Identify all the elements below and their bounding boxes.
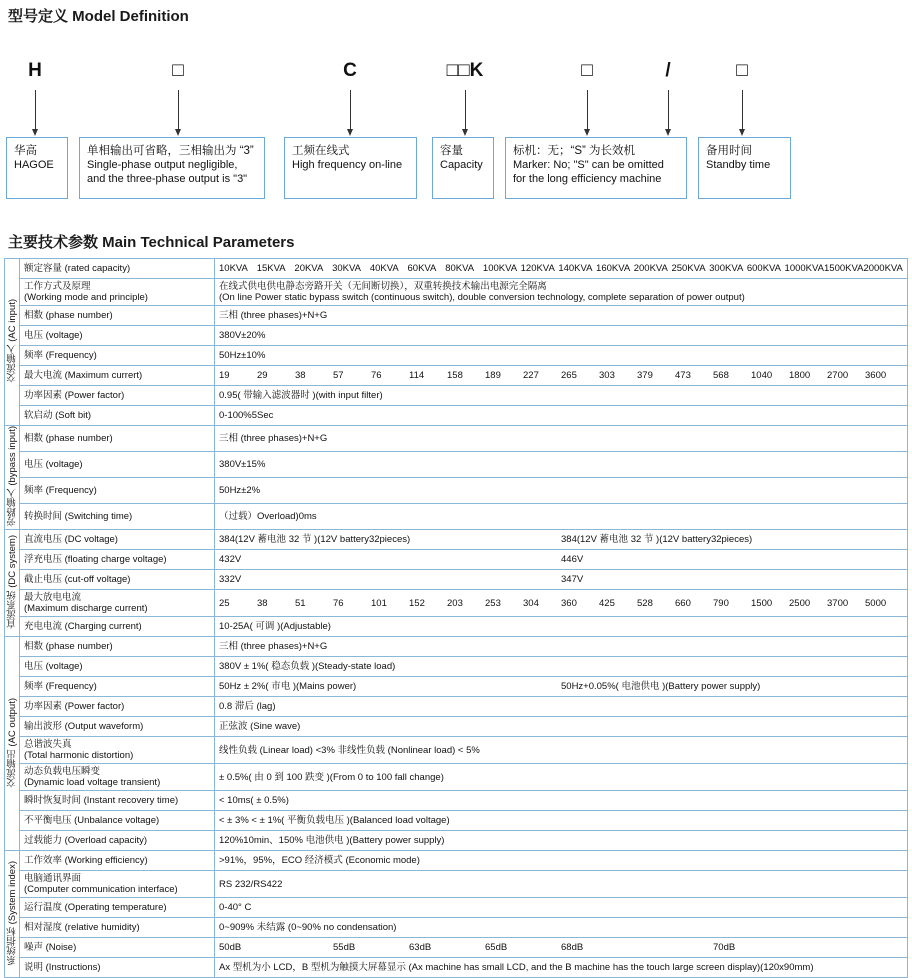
table-row xyxy=(5,737,908,764)
table-row xyxy=(5,366,908,386)
value-cell: 203 xyxy=(447,597,463,609)
value-cell: 19 xyxy=(219,370,230,381)
model-desc-en2-5: for the long efficiency machine xyxy=(513,173,662,185)
table-row xyxy=(5,811,908,831)
value-cell: 63dB xyxy=(409,942,432,954)
row-value: 三相 (three phases)+N+G xyxy=(215,306,908,326)
row-value xyxy=(215,590,908,617)
table-row xyxy=(5,452,908,478)
table-row xyxy=(5,570,908,590)
row-value xyxy=(215,530,908,550)
value-cell-group xyxy=(219,370,903,381)
row-value: RS 232/RS422 xyxy=(215,871,908,898)
row-value: 120%10min、150% 电池供电 )(Battery power supply) xyxy=(215,831,908,851)
arrow-icon-5 xyxy=(587,90,588,130)
row-label: 最大电流 (Maximum currert) xyxy=(20,366,215,386)
value-cell: 15KVA xyxy=(256,263,286,274)
model-symbol-3: C xyxy=(343,60,357,81)
row-label xyxy=(20,590,215,617)
row-label: 转换时间 (Switching time) xyxy=(20,504,215,530)
table-row xyxy=(5,831,908,851)
group-side-label xyxy=(5,851,20,978)
model-desc-box-4 xyxy=(432,137,494,199)
table-row xyxy=(5,326,908,346)
table-row xyxy=(5,791,908,811)
value-cell: 100KVA xyxy=(482,263,518,274)
value-cell: 200KVA xyxy=(633,263,668,274)
value-cell: 140KVA xyxy=(558,263,593,274)
row-value: 0.95( 带输入滤波器时 )(with input filter) xyxy=(215,386,908,406)
value-cell-group xyxy=(219,263,903,274)
value-cell: 227 xyxy=(523,370,539,381)
model-symbol-2: □ xyxy=(172,60,184,81)
value-cell: 2700 xyxy=(827,370,849,381)
value-cell: 379 xyxy=(637,370,653,381)
row-value: 三相 (three phases)+N+G xyxy=(215,637,908,657)
value-cell: 29 xyxy=(257,370,268,381)
row-label xyxy=(20,737,215,764)
parameters-table-body xyxy=(5,259,908,978)
row-label-cn: 电脑通讯界面 xyxy=(24,873,82,885)
value-cell: 76 xyxy=(371,370,382,381)
row-label: 浮充电压 (floating charge voltage) xyxy=(20,550,215,570)
value-cell: 1500 xyxy=(751,597,773,609)
row-label: 功率因素 (Power factor) xyxy=(20,386,215,406)
value-cell-group xyxy=(219,534,903,545)
table-row xyxy=(5,306,908,326)
value-cell: 189 xyxy=(485,370,501,381)
row-value xyxy=(215,938,908,958)
arrow-icon-7 xyxy=(742,90,743,130)
main-technical-parameters-title: 主要技术参数 Main Technical Parameters xyxy=(8,234,295,251)
table-row xyxy=(5,259,908,279)
model-desc-en-5: Marker: No; "S" can be omitted xyxy=(513,159,664,171)
value-cell: 3700 xyxy=(827,597,849,609)
value-cell: 1500KVA xyxy=(824,263,864,274)
value-cell: 528 xyxy=(637,597,653,609)
value-cell-left: 384(12V 蓄电池 32 节 )(12V battery32pieces) xyxy=(219,534,411,546)
model-desc-box-5 xyxy=(505,137,687,199)
model-desc-en-3: High frequency on-line xyxy=(292,159,403,171)
model-symbol-7: □ xyxy=(736,60,748,81)
row-value: 380V±20% xyxy=(215,326,908,346)
value-cell: 38 xyxy=(257,597,268,609)
model-symbol-6: / xyxy=(665,60,671,81)
row-label: 不平衡电压 (Unbalance voltage) xyxy=(20,811,215,831)
row-value xyxy=(215,570,908,590)
row-label: 相数 (phase number) xyxy=(20,306,215,326)
value-cell: 38 xyxy=(295,370,306,381)
model-desc-en-2: Single-phase output negligible, xyxy=(87,159,238,171)
value-cell: 303 xyxy=(599,370,615,381)
value-cell: 25 xyxy=(219,597,230,609)
model-desc-cn-3: 工频在线式 xyxy=(292,145,350,157)
table-row xyxy=(5,717,908,737)
row-label: 瞬时恢复时间 (Instant recovery time) xyxy=(20,791,215,811)
table-row xyxy=(5,617,908,637)
table-row xyxy=(5,406,908,426)
model-desc-en-1: HAGOE xyxy=(14,159,54,171)
model-desc-box-1 xyxy=(6,137,68,199)
table-row xyxy=(5,851,908,871)
table-row xyxy=(5,677,908,697)
value-cell: 152 xyxy=(409,597,425,609)
table-row xyxy=(5,637,908,657)
row-value xyxy=(215,677,908,697)
model-desc-box-6 xyxy=(698,137,791,199)
row-label-en: (Maximum discharge current) xyxy=(24,603,148,615)
table-row xyxy=(5,871,908,898)
value-cell: 425 xyxy=(599,597,615,609)
arrow-icon-2 xyxy=(178,90,179,130)
value-cell-group xyxy=(219,598,903,609)
row-label-cn: 工作方式及原理 xyxy=(24,281,91,292)
value-cell-left: 432V xyxy=(219,554,242,566)
value-cell: 473 xyxy=(675,370,691,381)
row-label: 运行温度 (Operating temperature) xyxy=(20,898,215,918)
row-label-cn: 总谐波失真 xyxy=(24,739,72,751)
value-line-en: (On line Power static bypass switch (continuous switch), double conversion technology, complete separation of power output) xyxy=(219,292,745,303)
value-cell: 30KVA xyxy=(332,263,361,274)
value-cell-right: 50Hz+0.05%( 电池供电 )(Battery power supply) xyxy=(561,681,761,693)
row-label: 频率 (Frequency) xyxy=(20,677,215,697)
model-desc-en-6: Standby time xyxy=(706,159,771,171)
row-value: ± 0.5%( 由 0 到 100 跌变 )(From 0 to 100 fall change) xyxy=(215,764,908,791)
value-cell: 158 xyxy=(447,370,463,381)
model-desc-en2-2: and the three-phase output is "3" xyxy=(87,173,248,185)
value-cell: 300KVA xyxy=(709,263,744,274)
value-cell: 20KVA xyxy=(294,263,324,274)
row-label: 直流电压 (DC voltage) xyxy=(20,530,215,550)
row-label: 充电电流 (Charging current) xyxy=(20,617,215,637)
row-label: 相数 (phase number) xyxy=(20,637,215,657)
row-label: 额定容量 (rated capacity) xyxy=(20,259,215,279)
value-cell: 68dB xyxy=(561,942,584,954)
arrow-icon-6 xyxy=(668,90,669,130)
row-label-en: (Computer communication interface) xyxy=(24,884,178,896)
model-symbol-row xyxy=(0,40,912,81)
row-value: 10-25A( 可调 )(Adjustable) xyxy=(215,617,908,637)
value-cell: 76 xyxy=(333,597,344,609)
row-value: 50Hz±10% xyxy=(215,346,908,366)
table-row xyxy=(5,764,908,791)
table-row xyxy=(5,918,908,938)
table-row xyxy=(5,279,908,306)
table-row xyxy=(5,590,908,617)
row-label-en: (Total harmonic distortion) xyxy=(24,750,134,762)
value-cell: 568 xyxy=(713,370,729,381)
row-label-en: (Working mode and principle) xyxy=(24,292,148,303)
row-label: 输出波形 (Output waveform) xyxy=(20,717,215,737)
row-value: 0-40° C xyxy=(215,898,908,918)
model-desc-box-2 xyxy=(79,137,265,199)
row-label: 功率因素 (Power factor) xyxy=(20,697,215,717)
table-row xyxy=(5,478,908,504)
value-cell: 5000 xyxy=(865,597,887,609)
row-value: （过载）Overload)0ms xyxy=(215,504,908,530)
row-value: 正弦波 (Sine wave) xyxy=(215,717,908,737)
value-cell: 50dB xyxy=(219,942,242,954)
table-row xyxy=(5,346,908,366)
value-cell: 660 xyxy=(675,597,691,609)
row-label xyxy=(20,764,215,791)
row-label: 噪声 (Noise) xyxy=(20,938,215,958)
row-value: 50Hz±2% xyxy=(215,478,908,504)
value-cell: 250KVA xyxy=(671,263,706,274)
value-cell: 10KVA xyxy=(219,263,248,274)
value-cell: 40KVA xyxy=(369,263,399,274)
value-cell: 360 xyxy=(561,597,577,609)
row-value: 0.8 滞后 (lag) xyxy=(215,697,908,717)
value-cell: 253 xyxy=(485,597,501,609)
group-side-label xyxy=(5,530,20,637)
group-side-label-text: 旁路输入 (bypass input) xyxy=(6,426,18,527)
group-side-label-text: 交流输出 (AC output) xyxy=(6,697,18,787)
table-row xyxy=(5,657,908,677)
row-label-en: (Dynamic load voltage transient) xyxy=(24,777,161,789)
table-row xyxy=(5,386,908,406)
table-row xyxy=(5,504,908,530)
value-cell: 2000KVA xyxy=(863,263,903,274)
row-value: >91%，95%，ECO 经济模式 (Economic mode) xyxy=(215,851,908,871)
model-desc-cn-1: 华高 xyxy=(14,145,37,157)
row-label xyxy=(20,279,215,306)
table-row xyxy=(5,958,908,978)
row-label: 频率 (Frequency) xyxy=(20,478,215,504)
row-value: < 10ms( ± 0.5%) xyxy=(215,791,908,811)
model-symbol-4: □□K xyxy=(446,60,484,81)
row-value: 线性负载 (Linear load) <3% 非线性负载 (Nonlinear load) < 5% xyxy=(215,737,908,764)
value-cell-right: 347V xyxy=(561,574,584,586)
value-cell: 1040 xyxy=(751,370,773,381)
parameters-table xyxy=(4,258,908,978)
value-cell-left: 50Hz ± 2%( 市电 )(Mains power) xyxy=(219,681,357,693)
table-row xyxy=(5,426,908,452)
row-value xyxy=(215,366,908,386)
model-definition-diagram xyxy=(0,40,912,220)
value-cell: 1800 xyxy=(789,370,811,381)
row-value: 三相 (three phases)+N+G xyxy=(215,426,908,452)
value-cell: 2500 xyxy=(789,597,811,609)
value-cell: 101 xyxy=(371,597,387,609)
row-value: 380V ± 1%( 稳态负载 )(Steady-state load) xyxy=(215,657,908,677)
value-cell-group xyxy=(219,942,903,953)
row-label: 相数 (phase number) xyxy=(20,426,215,452)
value-cell: 57 xyxy=(333,370,344,381)
model-desc-box-3 xyxy=(284,137,417,199)
model-desc-cn-5: 标机：无；“S” 为长效机 xyxy=(513,145,636,157)
value-cell-group xyxy=(219,574,903,585)
value-cell: 65dB xyxy=(485,942,508,954)
value-cell: 3600 xyxy=(865,370,887,381)
row-label: 截止电压 (cut-off voltage) xyxy=(20,570,215,590)
model-definition-title: 型号定义 Model Definition xyxy=(8,8,189,25)
value-cell: 304 xyxy=(523,597,539,609)
row-label xyxy=(20,871,215,898)
group-side-label xyxy=(5,637,20,851)
value-cell: 60KVA xyxy=(407,263,437,274)
row-label: 说明 (Instructions) xyxy=(20,958,215,978)
row-value: < ± 3% < ± 1%( 平衡负载电压 )(Balanced load voltage) xyxy=(215,811,908,831)
value-cell-right: 446V xyxy=(561,554,584,566)
value-line-cn: 在线式供电供电静态旁路开关（无间断切换），双重转换技术输出电源完全隔离 xyxy=(219,281,547,292)
value-cell: 70dB xyxy=(713,942,736,954)
model-symbol-1: H xyxy=(28,60,42,81)
row-value xyxy=(215,279,908,306)
group-side-label xyxy=(5,259,20,426)
group-side-label-text: 系统指标 (System index) xyxy=(6,860,18,965)
model-symbol-5: □ xyxy=(581,60,593,81)
row-value: 380V±15% xyxy=(215,452,908,478)
value-cell-group xyxy=(219,681,903,692)
group-side-label-text: 交流输入 (AC input) xyxy=(6,298,18,383)
value-cell-left: 332V xyxy=(219,574,242,586)
table-row xyxy=(5,898,908,918)
table-row xyxy=(5,938,908,958)
row-value xyxy=(215,550,908,570)
arrow-icon-4 xyxy=(465,90,466,130)
model-desc-cn-2: 单相输出可省略，三相输出为 “3” xyxy=(87,145,254,157)
row-label: 工作效率 (Working efficiency) xyxy=(20,851,215,871)
row-label: 电压 (voltage) xyxy=(20,657,215,677)
arrow-icon-1 xyxy=(35,90,36,130)
row-label: 过载能力 (Overload capacity) xyxy=(20,831,215,851)
row-label: 相对湿度 (relative humidity) xyxy=(20,918,215,938)
value-cell: 51 xyxy=(295,597,306,609)
row-value xyxy=(215,259,908,279)
row-label-cn: 最大放电电流 xyxy=(24,592,82,604)
row-label: 软启动 (Soft bit) xyxy=(20,406,215,426)
group-side-label xyxy=(5,426,20,530)
value-cell: 55dB xyxy=(333,942,356,954)
model-desc-cn-6: 备用时间 xyxy=(706,145,752,157)
value-cell: 1000KVA xyxy=(784,263,824,274)
value-cell: 160KVA xyxy=(596,263,631,274)
row-value: Ax 型机为小 LCD，B 型机为触摸大屏幕显示 (Ax machine has small LCD, and the B machine has the touch large screen display)(120x90mm) xyxy=(215,958,908,978)
value-cell-group xyxy=(219,554,903,565)
value-cell: 114 xyxy=(409,370,425,381)
value-cell-right: 384(12V 蓄电池 32 节 )(12V battery32pieces) xyxy=(561,534,753,546)
value-cell: 790 xyxy=(713,597,729,609)
row-label: 电压 (voltage) xyxy=(20,452,215,478)
row-label-cn: 动态负载电压瞬变 xyxy=(24,766,101,778)
row-value: 0-100%5Sec xyxy=(215,406,908,426)
row-label: 频率 (Frequency) xyxy=(20,346,215,366)
table-row xyxy=(5,550,908,570)
value-cell: 265 xyxy=(561,370,577,381)
value-cell: 600KVA xyxy=(746,263,781,274)
value-cell: 80KVA xyxy=(445,263,475,274)
model-desc-cn-4: 容量 xyxy=(440,145,463,157)
row-value: 0~909% 未结露 (0~90% no condensation) xyxy=(215,918,908,938)
arrow-icon-3 xyxy=(350,90,351,130)
table-row xyxy=(5,530,908,550)
row-label: 电压 (voltage) xyxy=(20,326,215,346)
model-desc-en-4: Capacity xyxy=(440,159,483,171)
group-side-label-text: 直流系统 (DC system) xyxy=(6,535,18,629)
table-row xyxy=(5,697,908,717)
value-cell: 120KVA xyxy=(520,263,555,274)
